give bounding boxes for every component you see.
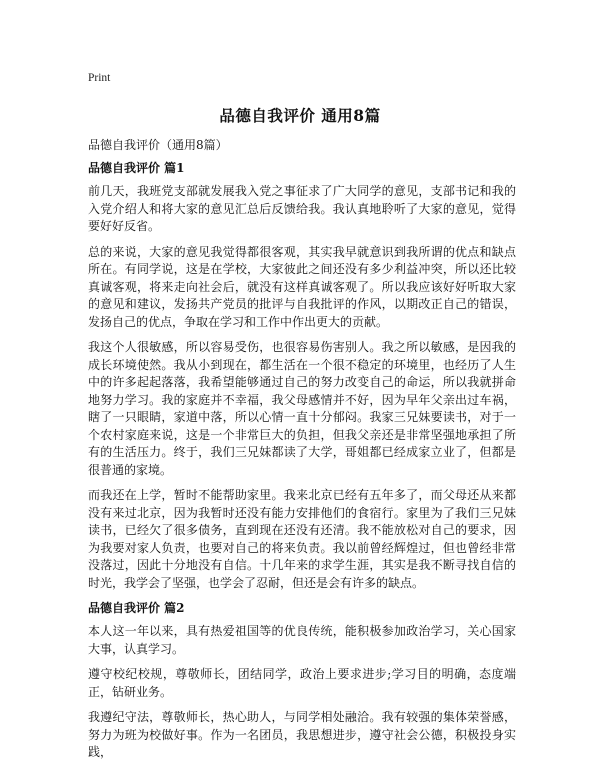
- section-heading-1: 品德自我评价 篇1: [88, 161, 185, 175]
- paragraph: 遵守校纪校规，尊敬师长，团结同学，政治上要求进步;学习目的明确，态度端正，钻研业务。: [88, 667, 516, 699]
- paragraph: 本人这一年以来，具有热爱祖国等的优良传统，能积极参加政治学习，关心国家大事，认真学习。: [88, 624, 516, 656]
- document-subtitle: 品德自我评价（通用8篇）: [88, 138, 228, 152]
- paragraph: 而我还在上学，暂时不能帮助家里。我来北京已经有五年多了，而父母还从来都没有来过北京，因为我暂时还没有能力安排他们的食宿行。家里为了我们三兄妹读书，已经欠了很多债务，直到现在还没有还清。我不能放松对自己的要求，因为我要对家人负责，也要对自己的将来负责。我以前曾经辉煌过，但也曾经非常没落过，因此十分地没有自信。十几年来的求学生涯，其实是我不断寻找自信的时光，我学会了坚强，也学会了忍耐，但还是会有许多的缺点。: [88, 488, 516, 590]
- document-body: [88, 160, 516, 770]
- section-heading-2: 品德自我评价 篇2: [88, 601, 185, 615]
- print-link[interactable]: Print: [88, 72, 111, 84]
- paragraph: 总的来说，大家的意见我觉得都很客观，其实我早就意识到我所谓的优点和缺点所在。有同学说，这是在学校，大家彼此之间还没有多少利益冲突，所以还比较真诚客观，将来走向社会后，就没有这样真诚客观了。所以我应该好好听取大家的意见和建议，发扬共产党员的批评与自我批评的作风，以期改正自己的错误，发扬自己的优点，争取在学习和工作中作出更大的贡献。: [88, 244, 516, 329]
- paragraph: 我遵纪守法，尊敬师长，热心助人，与同学相处融洽。我有较强的集体荣誉感，努力为班为校做好事。作为一名团员，我思想进步，遵守社会公德，积极投身实践，: [88, 710, 516, 759]
- page-title: 品德自我评价 通用8篇: [219, 106, 381, 125]
- paragraph: 我这个人很敏感，所以容易受伤，也很容易伤害别人。我之所以敏感，是因我的成长环境使然。我从小到现在，都生活在一个很不稳定的环境里，也经历了人生中的许多起起落落，我希望能够通过自己的努力改变自己的命运，所以我就拼命地努力学习。我的家庭并不幸福，我父母感情并不好，因为早年父亲出过车祸，瞎了一只眼睛，家道中落，所以心情一直十分郁闷。我家三兄妹要读书，对于一个农村家庭来说，这是一个非常巨大的负担，但我父亲还是非常坚强地承担了所有的生活压力。终于，我们三兄妹都读了大学，哥姐都已经成家立业了，但都是很普通的家境。: [88, 340, 516, 477]
- paragraph: 前几天，我班党支部就发展我入党之事征求了广大同学的意见，支部书记和我的入党介绍人和将大家的意见汇总后反馈给我。我认真地聆听了大家的意见，觉得要好好反省。: [88, 184, 516, 233]
